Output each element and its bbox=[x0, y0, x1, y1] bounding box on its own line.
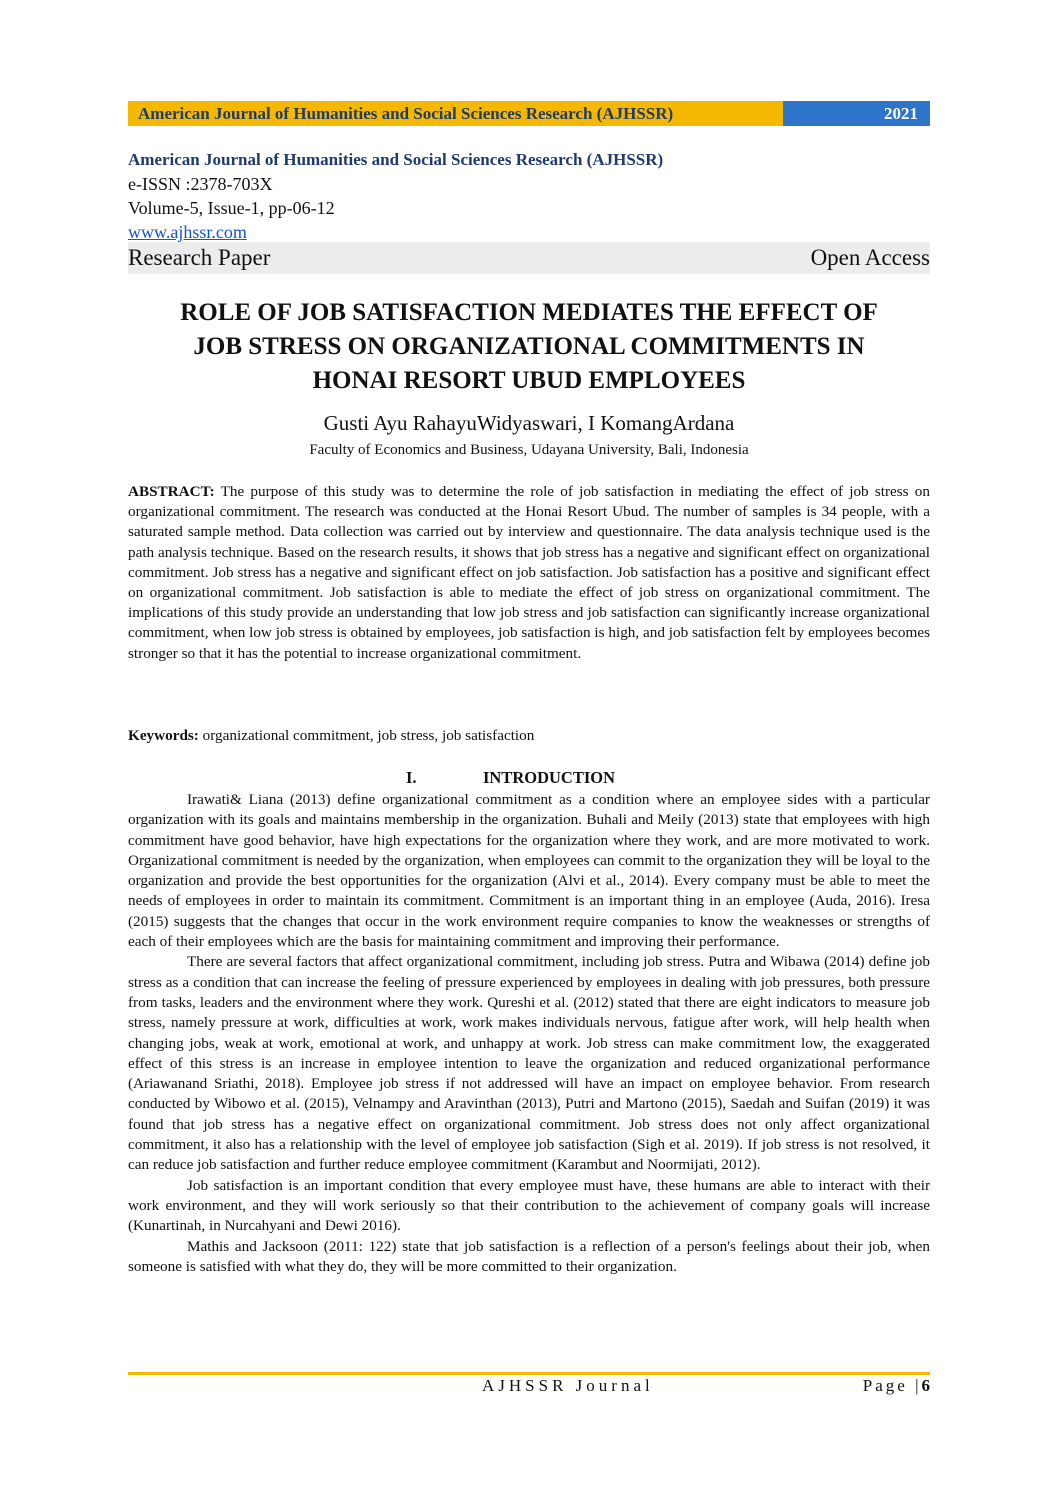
authors: Gusti Ayu RahayuWidyaswari, I KomangArdana bbox=[323, 411, 735, 435]
running-header bbox=[128, 101, 930, 126]
paper-title bbox=[110, 296, 948, 398]
paragraph: Mathis and Jacksoon (2011: 122) state that job satisfaction is a reflection of a person's feelings about their job, when someone is satisfied with what they do, they will be more committed to their organization. bbox=[128, 1237, 930, 1275]
abstract bbox=[128, 482, 930, 664]
keywords bbox=[128, 727, 930, 745]
volume-issue: Volume-5, Issue-1, pp-06-12 bbox=[128, 198, 335, 218]
page-indicator bbox=[863, 1376, 930, 1396]
section-title: INTRODUCTION bbox=[483, 768, 616, 787]
affiliation: Faculty of Economics and Business, Udayana University, Bali, Indonesia bbox=[309, 442, 749, 458]
page-footer bbox=[128, 1376, 930, 1398]
page-number: 6 bbox=[921, 1376, 930, 1395]
page-label: Page | bbox=[862, 1376, 922, 1395]
paragraph: Job satisfaction is an important condition that every employee must have, these humans are able to interact with their work environment, and they will work seriously so that their contribution to the achievement of company goals will increase (Kunartinah, in Nurcahyani and Dewi 2016). bbox=[128, 1176, 930, 1235]
section-number: I. bbox=[406, 768, 417, 787]
running-header-year: 2021 bbox=[783, 101, 930, 126]
introduction-body bbox=[128, 790, 930, 1277]
paper-type-bar bbox=[128, 242, 930, 274]
journal-meta bbox=[128, 148, 930, 244]
title-line: HONAI RESORT UBUD EMPLOYEES bbox=[312, 367, 746, 394]
footer-divider bbox=[128, 1372, 930, 1375]
abstract-text: The purpose of this study was to determine the role of job satisfaction in mediating the effect of job stress on organizational commitment. The research was conducted at the Honai Resort Ubud. The number of samples is 34 people, with a saturated sample method. Data collection was carried out by interview and questionnaire. The data analysis technique used is the path analysis technique. Based on the research results, it shows that job stress has a negative and significant effect on organizational commitment. Job stress has a negative and significant effect on job satisfaction. Job satisfaction has a positive and significant effect on organizational commitment. Job satisfaction is able to mediate the effect of job stress on organizational commitment. The implications of this study provide an understanding that low job stress and job satisfaction can significantly increase organizational commitment, when low job stress is obtained by employees, job satisfaction is high, and job satisfaction felt by employees becomes stronger so that it has the potential to increase organizational commitment. bbox=[128, 483, 930, 662]
keywords-label: Keywords: bbox=[128, 727, 199, 744]
journal-url-link[interactable]: www.ajhssr.com bbox=[128, 222, 247, 242]
keywords-text: organizational commitment, job stress, job satisfaction bbox=[198, 727, 535, 744]
title-line: JOB STRESS ON ORGANIZATIONAL COMMITMENTS IN bbox=[193, 333, 865, 360]
running-header-journal: American Journal of Humanities and Social Sciences Research (AJHSSR) bbox=[128, 101, 783, 126]
paper-type: Research Paper bbox=[128, 245, 271, 270]
paragraph: There are several factors that affect organizational commitment, including job stress. Putra and Wibawa (2014) define job stress as a condition that can increase the feeling of pressure experienced by employees in dealing with job pressures, both pressure from tasks, leaders and the environment where they work. Qureshi et al. (2012) stated that there are eight indicators to measure job stress, namely pressure at work, difficulties at work, work makes individuals nervous, fatigue after work, will help health when changing jobs, weak at work, emotional at work, and unhappy at work. Job stress can make commitment low, the exaggerated effect of this stress is an increase in employee intention to leave the organization and reduced organizational performance (Ariawanand Sriathi, 2018). Employee job stress if not addressed will have an impact on employee behavior. From research conducted by Wibowo et al. (2015), Velnampy and Aravinthan (2013), Putri and Martono (2015), Saedah and Suifan (2019) it was found that job stress has a negative effect on organizational commitment. Job stress does not only affect organizational commitment, it also has a relationship with the level of employee job satisfaction (Sigh et al. 2019). If job stress is not resolved, it can reduce job satisfaction and further reduce employee commitment (Karambut and Noormijati, 2012). bbox=[128, 953, 930, 1174]
journal-title: American Journal of Humanities and Social Sciences Research (AJHSSR) bbox=[128, 150, 664, 169]
footer-journal: AJHSSR Journal bbox=[482, 1376, 654, 1395]
abstract-label: ABSTRACT: bbox=[128, 483, 215, 500]
title-line: ROLE OF JOB SATISFACTION MEDIATES THE EFFECT OF bbox=[180, 299, 878, 326]
paragraph: Irawati& Liana (2013) define organizational commitment as a condition where an employee sides with a particular organization with its goals and maintains membership in the organization. Buhali and Meily (2013) state that employees with high commitment have good behavior, have high expectations for the organization where they work, and are more motivated to work. Organizational commitment is needed by the organization, when employees can commit to the organization they will be loyal to the organization and provide the best opportunities for the organization (Alvi et al., 2014). Every company must be able to meet the needs of employees in order to maintain its commitment. Commitment is an important thing in an employee (Auda, 2016). Iresa (2015) suggests that the changes that occur in the work environment require companies to know the weaknesses or strengths of each of their employees which are the basis for maintaining commitment and improving their performance. bbox=[128, 791, 930, 951]
issn: e-ISSN :2378-703X bbox=[128, 174, 273, 194]
access-type: Open Access bbox=[810, 245, 930, 270]
